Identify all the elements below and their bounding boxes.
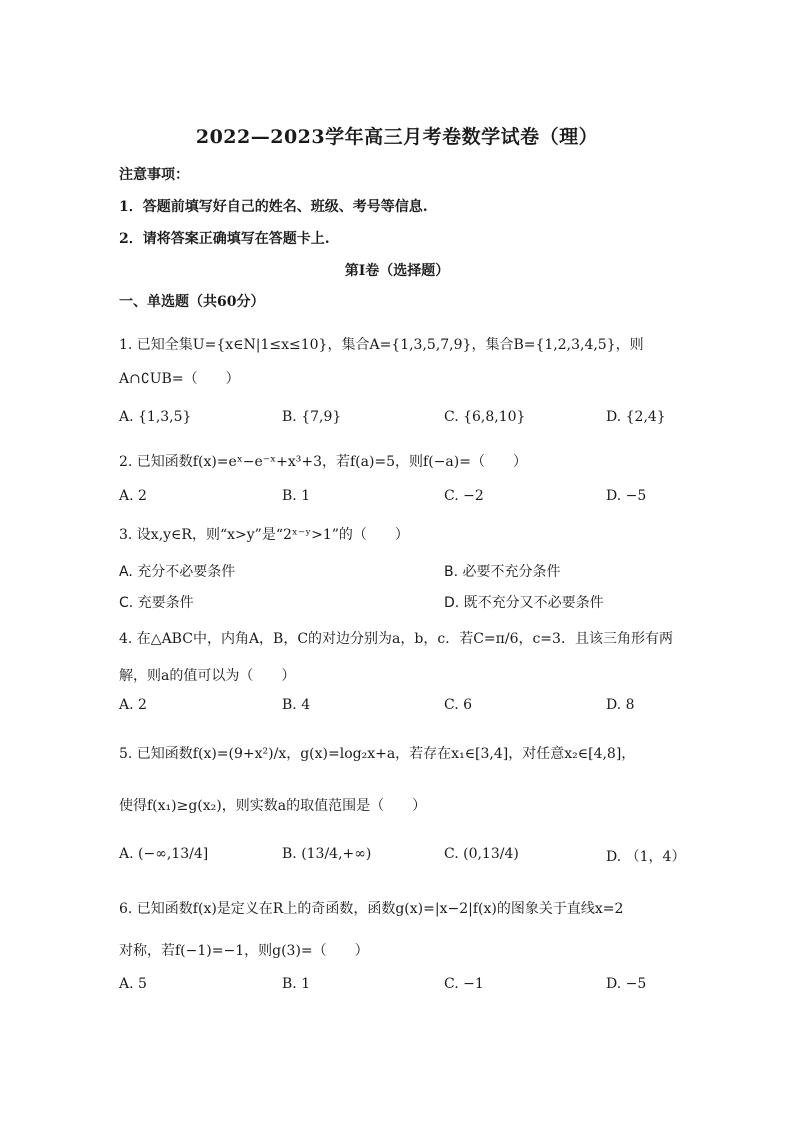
question-6-option-a: A. 5 [119, 976, 147, 992]
question-3-line-1: 3. 设x,y∈R，则“x>y”是“2ˣ⁻ʸ>1”的（ ） [119, 527, 409, 543]
question-6-line-2: 对称，若f(−1)=−1，则g(3)=（ ） [119, 943, 369, 959]
question-3-option-d: D. 既不充分又不必要条件 [444, 595, 604, 611]
question-2-line-1: 2. 已知函数f(x)=eˣ−e⁻ˣ+x³+3，若f(a)=5，则f(−a)=（ ） [119, 454, 527, 470]
question-1-option-d: D. {2,4} [606, 409, 666, 425]
question-2-option-a: A. 2 [119, 488, 147, 504]
notice-heading: 注意事项： [119, 167, 189, 183]
question-5-line-1: 5. 已知函数f(x)=(9+x²)/x，g(x)=log₂x+a，若存在x₁∈[3,4]，对任意x₂∈[4,8]， [119, 746, 636, 762]
question-4-option-b: B. 4 [282, 697, 311, 713]
question-4-line-2: 解，则a的值可以为（ ） [119, 668, 296, 684]
question-6-option-c: C. −1 [444, 976, 484, 992]
question-6-line-1: 6. 已知函数f(x)是定义在R上的奇函数，函数g(x)=|x−2|f(x)的图象关于直线x=2 [119, 901, 624, 917]
question-4-line-1: 4. 在△ABC中，内角A，B，C的对边分别为a，b，c．若C=π/6，c=3．且该三角形有两 [119, 631, 673, 647]
question-4-option-d: D. 8 [606, 697, 635, 713]
question-6-option-d: D. −5 [606, 976, 647, 992]
question-2-option-d: D. −5 [606, 488, 647, 504]
question-2-option-c: C. −2 [444, 488, 484, 504]
question-1-option-c: C. {6,8,10} [444, 409, 526, 425]
question-5-option-a: A. (−∞,13/4] [119, 846, 209, 862]
question-3-option-b: B. 必要不充分条件 [444, 564, 561, 580]
question-4-option-a: A. 2 [119, 697, 147, 713]
question-4-option-c: C. 6 [444, 697, 473, 713]
question-1-line-2: A∩∁UB=（ ） [119, 371, 240, 387]
question-5-option-d: D. （1，4） [606, 849, 686, 865]
notice-item: 1．答题前填写好自己的姓名、班级、考号等信息. [119, 199, 428, 215]
question-1-line-1: 1. 已知全集U={x∈N|1≤x≤10}，集合A={1,3,5,7,9}，集合B={1,2,3,4,5}，则 [119, 337, 644, 353]
question-5-line-2: 使得f(x₁)≥g(x₂)，则实数a的取值范围是（ ） [119, 798, 427, 814]
notice-item: 2．请将答案正确填写在答题卡上. [119, 231, 330, 247]
exam-title: 2022—2023学年高三月考卷数学试卷（理） [195, 126, 599, 148]
question-5-option-b: B. (13/4,+∞) [282, 846, 372, 862]
volume-heading: 第I卷（选择题） [344, 263, 450, 279]
question-1-option-b: B. {7,9} [282, 409, 342, 425]
section-heading: 一、单选题（共60分） [119, 294, 265, 310]
question-3-option-a: A. 充分不必要条件 [119, 564, 236, 580]
question-5-option-c: C. (0,13/4) [444, 846, 519, 862]
question-3-option-c: C. 充要条件 [119, 595, 194, 611]
question-6-option-b: B. 1 [282, 976, 311, 992]
question-1-option-a: A. {1,3,5} [119, 409, 192, 425]
question-2-option-b: B. 1 [282, 488, 311, 504]
